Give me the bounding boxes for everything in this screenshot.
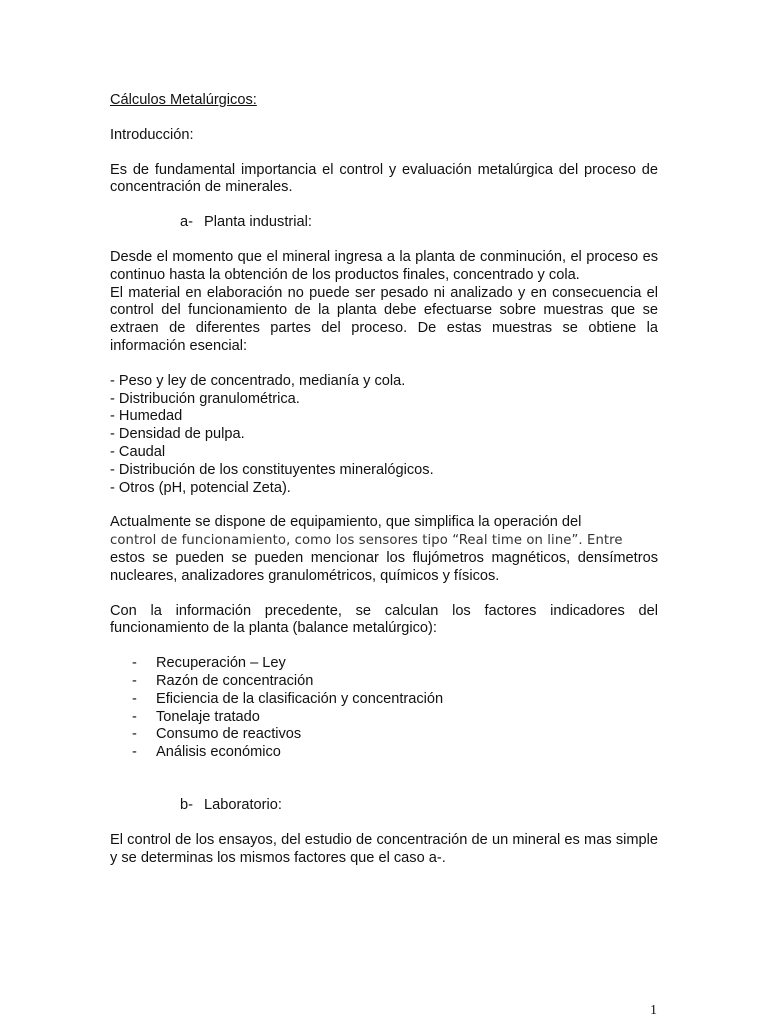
paragraph-5: El control de los ensayos, del estudio de concentración de un mineral es mas simple y se determinas los mismos factores que el caso a-. xyxy=(110,831,658,866)
section-b-letter: b- xyxy=(180,796,193,813)
list-item-text: Análisis económico xyxy=(156,744,281,761)
list-item-text: Eficiencia de la clasificación y concentración xyxy=(156,690,444,707)
list-dash: - xyxy=(132,690,137,707)
list-item xyxy=(110,655,658,673)
page-number: 1 xyxy=(650,1003,657,1018)
list-item: - Otros (pH, potencial Zeta). xyxy=(110,479,291,496)
list-item: - Peso y ley de concentrado, medianía y cola. xyxy=(110,372,406,389)
list-item xyxy=(110,744,658,762)
list-item: - Densidad de pulpa. xyxy=(110,426,245,443)
list-item: - Distribución de los constituyentes mineralógicos. xyxy=(110,461,434,478)
list-item xyxy=(110,691,658,709)
paragraph-1: Desde el momento que el mineral ingresa a la planta de conminución, el proceso es continuo hasta la obtención de los productos finales, concentrado y cola. xyxy=(110,248,658,283)
list-item-text: Razón de concentración xyxy=(156,672,314,689)
list-item: - Caudal xyxy=(110,443,166,460)
list-item xyxy=(110,673,658,691)
list-item-text: Consumo de reactivos xyxy=(156,726,302,743)
section-a-title: Planta industrial: xyxy=(204,214,312,231)
section-b-heading xyxy=(180,797,658,815)
list-item-text: Tonelaje tratado xyxy=(156,708,260,725)
intro-paragraph: Es de fundamental importancia el control y evaluación metalúrgica del proceso de concentración de minerales. xyxy=(110,161,658,196)
list-item: - Humedad xyxy=(110,408,183,425)
list-item xyxy=(110,726,658,744)
list-dash: - xyxy=(132,655,137,672)
factors-list xyxy=(110,655,658,762)
list-dash: - xyxy=(132,708,137,725)
section-b-title: Laboratorio: xyxy=(204,796,282,813)
intro-heading: Introducción: xyxy=(110,126,194,143)
list-dash: - xyxy=(132,672,137,689)
document-title: Cálculos Metalúrgicos: xyxy=(110,92,257,108)
list-item-text: Recuperación – Ley xyxy=(156,655,286,672)
info-list xyxy=(110,373,658,498)
list-dash: - xyxy=(132,744,137,761)
paragraph-3-rest: estos se pueden se pueden mencionar los flujómetros magnéticos, densímetros nucleares, analizadores granulométricos, químicos y físicos. xyxy=(110,549,658,584)
paragraph-3-line-1: Actualmente se dispone de equipamiento, que simplifica la operación del xyxy=(110,514,582,531)
document-page xyxy=(110,92,658,867)
section-a-heading xyxy=(180,214,658,232)
list-item: - Distribución granulométrica. xyxy=(110,390,300,407)
paragraph-3-line-2: control de funcionamiento, como los sensores tipo “Real time on line”. Entre xyxy=(110,533,623,549)
section-a-letter: a- xyxy=(180,214,193,231)
paragraph-2: El material en elaboración no puede ser pesado ni analizado y en consecuencia el control del funcionamiento de la planta debe efectuarse sobre muestras que se extraen de diferentes partes del proceso. De estas muestras se obtiene la información esencial: xyxy=(110,284,658,354)
paragraph-4: Con la información precedente, se calculan los factores indicadores del funcionamiento de la planta (balance metalúrgico): xyxy=(110,602,658,637)
list-item xyxy=(110,709,658,727)
list-dash: - xyxy=(132,726,137,743)
